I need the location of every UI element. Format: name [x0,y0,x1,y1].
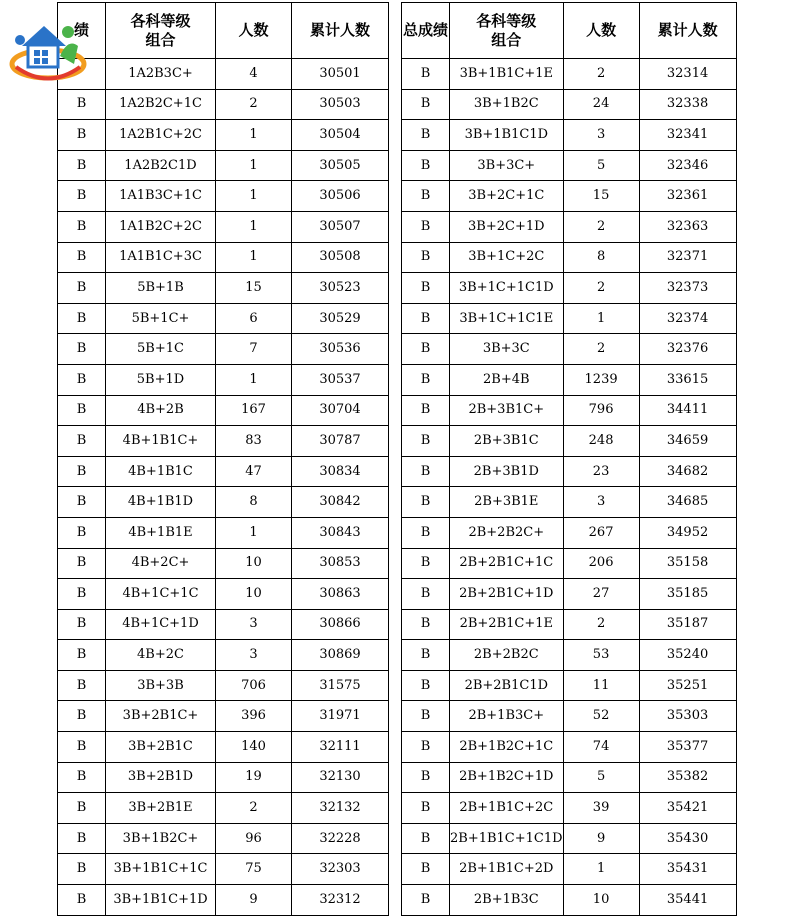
table-cell: 1A1B3C+1C [106,181,216,212]
table-cell: 9 [563,823,639,854]
table-cell: 35240 [639,640,736,671]
table-cell: B [58,364,106,395]
left-table [57,2,389,916]
table-cell: 96 [216,823,292,854]
table-cell: B [402,701,450,732]
table-cell: 30842 [292,487,389,518]
table-cell: 3B+2B1E [106,793,216,824]
table-row [58,181,389,212]
table-cell: 4B+1B1C+ [106,426,216,457]
table-cell: 167 [216,395,292,426]
table-row [402,823,737,854]
table-row [58,823,389,854]
table-cell: 2B+1B2C+1D [450,762,564,793]
table-row [402,242,737,273]
table-cell: 2B+1B3C [450,885,564,916]
table-cell: 33615 [639,364,736,395]
column-header: 总成绩 [402,3,450,59]
table-cell: 3B+2B1C [106,732,216,763]
table-cell: 3B+2B1C+ [106,701,216,732]
table-cell: 30501 [292,59,389,90]
table-cell: 4 [216,59,292,90]
right-table [401,2,737,916]
table-row [58,732,389,763]
table-cell: 30536 [292,334,389,365]
table-cell: 10 [216,579,292,610]
table-cell: 75 [216,854,292,885]
table-cell: 10 [563,885,639,916]
table-cell: 4B+1C+1D [106,609,216,640]
table-cell: 35421 [639,793,736,824]
table-cell: 15 [216,273,292,304]
table-cell: 5B+1D [106,364,216,395]
table-cell: 3B+1C+2C [450,242,564,273]
table-cell: B [402,579,450,610]
table-cell: B [58,885,106,916]
table-cell: 30787 [292,426,389,457]
table-cell: B [402,273,450,304]
table-cell: 2 [216,793,292,824]
table-row [402,181,737,212]
column-header: 累计人数 [639,3,736,59]
table-cell: B [58,517,106,548]
table-cell: 32338 [639,89,736,120]
table-cell: 30843 [292,517,389,548]
table-cell: 27 [563,579,639,610]
table-cell: 2 [216,89,292,120]
table-cell: B [402,548,450,579]
table-cell: B [58,793,106,824]
table-row [58,793,389,824]
table-row [58,59,389,90]
table-cell: 35187 [639,609,736,640]
table-cell: B [58,181,106,212]
table-cell: 3B+1C+1C1D [450,273,564,304]
table-cell: 3B+2C+1D [450,211,564,242]
table-row [402,885,737,916]
table-row [58,487,389,518]
table-cell: 3B+1B1C1D [450,120,564,151]
table-cell: 2B+1B3C+ [450,701,564,732]
table-cell: 30537 [292,364,389,395]
table-row [58,885,389,916]
table-row [58,609,389,640]
table-cell: 30866 [292,609,389,640]
table-cell: B [402,59,450,90]
table-cell: 4B+1B1D [106,487,216,518]
table-cell: 2 [563,59,639,90]
table-row [402,456,737,487]
table-cell: B [58,426,106,457]
table-cell: 34685 [639,487,736,518]
table-cell: B [402,150,450,181]
table-cell: 30505 [292,150,389,181]
table-cell: B [402,762,450,793]
column-header: 各科等级 组合 [106,3,216,59]
table-cell: 1 [216,181,292,212]
table-row [402,854,737,885]
table-cell: 796 [563,395,639,426]
table-cell: 52 [563,701,639,732]
table-row [58,517,389,548]
table-cell: 1 [563,303,639,334]
table-cell: 31971 [292,701,389,732]
table-cell: 1A1B1C+3C [106,242,216,273]
table-cell: 30504 [292,120,389,151]
table-cell: 3 [216,609,292,640]
table-cell: B [58,609,106,640]
table-row [58,762,389,793]
table-cell: 4B+1B1E [106,517,216,548]
table-cell: B [402,395,450,426]
table-cell: B [402,456,450,487]
table-cell: 206 [563,548,639,579]
table-cell: 4B+1B1C [106,456,216,487]
table-cell: B [402,426,450,457]
table-cell: B [402,823,450,854]
table-cell: 2B+2B1C+1C [450,548,564,579]
table-cell: B [58,823,106,854]
table-row [58,242,389,273]
table-cell: 2B+2B2C+ [450,517,564,548]
table-row [58,150,389,181]
table-cell: B [58,854,106,885]
table-cell: B [402,793,450,824]
table-cell: B [58,548,106,579]
table-row [58,640,389,671]
table-row [58,670,389,701]
table-cell: B [58,150,106,181]
table-row [58,854,389,885]
table-cell: 32374 [639,303,736,334]
table-cell: 248 [563,426,639,457]
table-cell: B [402,181,450,212]
table-cell: 31575 [292,670,389,701]
table-cell: B [402,120,450,151]
table-cell: 2B+2B1C+1D [450,579,564,610]
table-row [402,732,737,763]
table-row [58,548,389,579]
table-cell: 3B+1B2C+ [106,823,216,854]
table-row [402,120,737,151]
table-cell: B [58,640,106,671]
table-cell: 4B+2B [106,395,216,426]
table-row [402,273,737,304]
table-cell: B [402,334,450,365]
table-row [58,334,389,365]
table-cell: 30863 [292,579,389,610]
table-cell: B [402,517,450,548]
table-row [58,426,389,457]
table-cell: 1 [563,854,639,885]
table-cell: 2B+4B [450,364,564,395]
table-row [402,670,737,701]
table-cell: B [402,885,450,916]
table-cell: 30506 [292,181,389,212]
table-cell: 2B+2B1C1D [450,670,564,701]
table-cell: 1 [216,211,292,242]
table-cell: 3 [563,120,639,151]
table-cell: 396 [216,701,292,732]
table-cell: B [58,456,106,487]
table-cell: 30503 [292,89,389,120]
table-row [402,793,737,824]
table-cell: 32130 [292,762,389,793]
left-header-row [58,3,389,59]
table-cell: 35430 [639,823,736,854]
table-cell: 23 [563,456,639,487]
table-row [58,303,389,334]
table-cell: 2 [563,273,639,304]
table-cell: 140 [216,732,292,763]
table-cell: 1A1B2C+2C [106,211,216,242]
table-cell: 35377 [639,732,736,763]
table-row [402,150,737,181]
table-cell: 35303 [639,701,736,732]
table-cell: 706 [216,670,292,701]
column-header: 人数 [563,3,639,59]
table-cell: 30529 [292,303,389,334]
table-row [402,487,737,518]
table-cell: 2B+3B1C [450,426,564,457]
table-cell: B [58,701,106,732]
table-cell: 34411 [639,395,736,426]
table-cell: B [58,242,106,273]
table-cell: 4B+2C [106,640,216,671]
table-row [402,211,737,242]
table-cell: 2B+3B1C+ [450,395,564,426]
table-cell: 15 [563,181,639,212]
table-cell: 32341 [639,120,736,151]
table-row [402,579,737,610]
table-cell: 83 [216,426,292,457]
right-header-row [402,3,737,59]
table-row [402,395,737,426]
table-cell: 30869 [292,640,389,671]
table-cell: 3B+1B1C+1D [106,885,216,916]
table-cell: 2 [563,211,639,242]
table-row [402,517,737,548]
table-row [402,59,737,90]
table-cell: 32363 [639,211,736,242]
table-cell: B [58,89,106,120]
table-cell: 24 [563,89,639,120]
table-row [402,303,737,334]
table-cell: 2 [563,334,639,365]
table-cell: 2B+1B1C+1C1D [450,823,564,854]
table-row [58,456,389,487]
table-row [402,609,737,640]
table-cell: B [402,89,450,120]
table-cell: 9 [216,885,292,916]
table-row [58,273,389,304]
table-cell: 11 [563,670,639,701]
table-cell: 47 [216,456,292,487]
table-cell: 30853 [292,548,389,579]
table-cell: 3B+1B1C+1C [106,854,216,885]
table-cell: 34659 [639,426,736,457]
table-row [402,426,737,457]
table-cell: 30704 [292,395,389,426]
table-cell: 1A2B2C+1C [106,89,216,120]
table-cell: 5 [563,762,639,793]
table-cell: 5B+1C+ [106,303,216,334]
table-cell: 5B+1B [106,273,216,304]
table-cell: 3B+3C [450,334,564,365]
table-cell: 4B+2C+ [106,548,216,579]
table-row [58,395,389,426]
table-cell: 1239 [563,364,639,395]
table-cell: B [58,334,106,365]
table-cell: 32371 [639,242,736,273]
table-cell: 1 [216,120,292,151]
table-cell: 2 [563,609,639,640]
table-cell: 30523 [292,273,389,304]
table-row [58,701,389,732]
table-cell: 74 [563,732,639,763]
column-header: 累计人数 [292,3,389,59]
table-row [402,89,737,120]
table-cell: 2B+1B1C+2D [450,854,564,885]
table-cell: B [58,120,106,151]
table-row [402,364,737,395]
table-cell: 53 [563,640,639,671]
table-cell: 7 [216,334,292,365]
table-cell: 2B+1B2C+1C [450,732,564,763]
table-cell: 32132 [292,793,389,824]
table-cell: 34952 [639,517,736,548]
table-cell: 6 [216,303,292,334]
table-cell: 32373 [639,273,736,304]
table-row [58,211,389,242]
table-cell: 267 [563,517,639,548]
column-header: 各科等级 组合 [450,3,564,59]
table-cell: 5 [563,150,639,181]
table-cell: B [58,273,106,304]
table-cell: 35185 [639,579,736,610]
table-cell: 3 [563,487,639,518]
table-cell: 3B+2B1D [106,762,216,793]
table-cell: B [402,609,450,640]
table-cell: 19 [216,762,292,793]
table-cell: 2B+3B1D [450,456,564,487]
table-cell: 1 [216,150,292,181]
table-cell: B [402,640,450,671]
table-cell: 30834 [292,456,389,487]
table-cell: B [58,762,106,793]
table-cell: 1 [216,364,292,395]
table-cell: 2B+2B2C [450,640,564,671]
table-cell: 32303 [292,854,389,885]
table-row [58,579,389,610]
table-cell: 3B+2C+1C [450,181,564,212]
table-cell: B [402,303,450,334]
table-row [402,701,737,732]
table-cell: 3B+1B1C+1E [450,59,564,90]
table-cell: B [58,211,106,242]
table-cell: 32111 [292,732,389,763]
table-cell: 30508 [292,242,389,273]
table-cell: B [58,487,106,518]
table-cell: 39 [563,793,639,824]
table-cell: 32346 [639,150,736,181]
table-cell: 35251 [639,670,736,701]
table-cell: 1 [216,517,292,548]
table-cell: 3B+1C+1C1E [450,303,564,334]
table-cell: 2B+1B1C+2C [450,793,564,824]
table-cell: 1A2B2C1D [106,150,216,181]
table-cell: 1A2B1C+2C [106,120,216,151]
table-cell: 8 [216,487,292,518]
table-cell: B [58,732,106,763]
table-cell: 4B+1C+1C [106,579,216,610]
table-cell: 5B+1C [106,334,216,365]
column-header: 人数 [216,3,292,59]
table-cell: 32314 [639,59,736,90]
table-cell: 34682 [639,456,736,487]
table-cell: 3B+3B [106,670,216,701]
table-row [58,364,389,395]
table-cell: 8 [563,242,639,273]
table-row [58,89,389,120]
table-cell: B [402,211,450,242]
table-cell: 2B+3B1E [450,487,564,518]
table-row [402,762,737,793]
table-cell: 10 [216,548,292,579]
table-cell: 30507 [292,211,389,242]
table-cell: 2B+2B1C+1E [450,609,564,640]
table-cell: 32312 [292,885,389,916]
table-row [402,548,737,579]
table-cell: 35441 [639,885,736,916]
table-row [402,640,737,671]
table-cell: B [402,854,450,885]
house-family-logo-icon [8,12,88,87]
table-cell: 32228 [292,823,389,854]
table-cell: B [402,364,450,395]
table-cell: 35158 [639,548,736,579]
column-header: 绩 [58,3,106,59]
table-cell: B [402,732,450,763]
table-cell: 3 [216,640,292,671]
table-cell: B [58,670,106,701]
table-cell: 3B+3C+ [450,150,564,181]
table-cell: 1A2B3C+ [106,59,216,90]
table-cell: B [402,670,450,701]
table-cell: B [402,242,450,273]
table-cell: B [58,579,106,610]
table-cell: 1 [216,242,292,273]
table-cell: 35431 [639,854,736,885]
table-cell: 32376 [639,334,736,365]
table-cell: B [58,303,106,334]
table-cell: B [58,395,106,426]
table-cell: B [402,487,450,518]
table-row [402,334,737,365]
table-cell: 35382 [639,762,736,793]
table-cell: 3B+1B2C [450,89,564,120]
table-cell: 32361 [639,181,736,212]
table-row [58,120,389,151]
